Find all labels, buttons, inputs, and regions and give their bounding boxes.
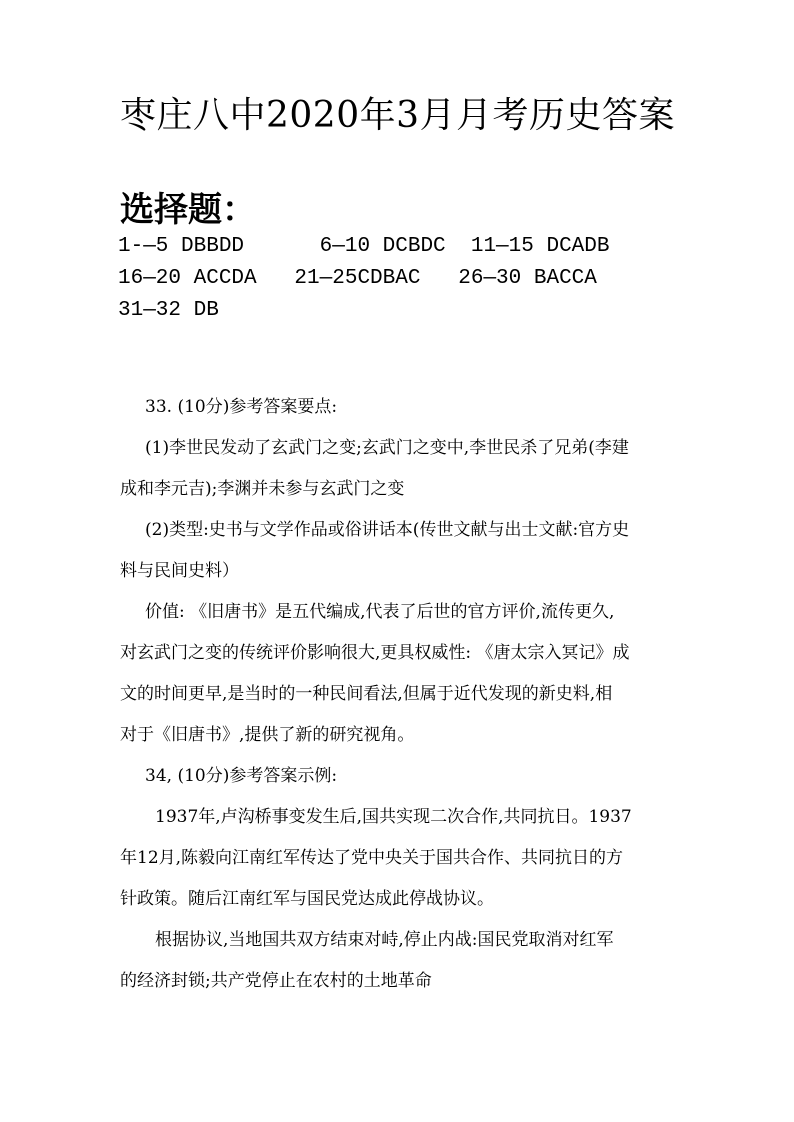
q33-value-line: 对于《旧唐书》,提供了新的研究视角。 <box>120 725 415 745</box>
q33-value-line: 文的时间更早,是当时的一种民间看法,但属于近代发现的新史料,相 <box>120 684 613 704</box>
q33-part1-line: (1)李世民发动了玄武门之变;玄武门之变中,李世民杀了兄弟(李建 <box>145 438 629 458</box>
q34-para2-line: 根据协议,当地国共双方结束对峙,停止内战:国民党取消对红军 <box>155 930 614 950</box>
mc-answer-line: 16—20 ACCDA 21—25CDBAC 26—30 BACCA <box>118 267 597 290</box>
q34-para2-line: 的经济封锁;共产党停止在农村的土地革命 <box>120 971 432 991</box>
q34-para1-line: 1937年,卢沟桥事变发生后,国共实现二次合作,共同抗日。1937 <box>155 807 632 827</box>
q33-part2-line: 料与民间史料） <box>120 561 239 581</box>
q33-value-line: 价值: 《旧唐书》是五代编成,代表了后世的官方评价,流传更久, <box>145 602 615 622</box>
q34-para1-line: 年12月,陈毅向江南红军传达了党中央关于国共合作、共同抗日的方 <box>120 848 624 868</box>
q33-part2-line: (2)类型:史书与文学作品或俗讲话本(传世文献与出士文献:官方史 <box>145 520 630 540</box>
q34-para1-line: 针政策。随后江南红军与国民党达成此停战协议。 <box>120 889 494 909</box>
q34-header: 34, (10分)参考答案示例: <box>145 766 338 786</box>
q33-part1-line: 成和李元吉);李渊并未参与玄武门之变 <box>120 479 405 499</box>
mc-answer-line: 31—32 DB <box>118 299 219 322</box>
q33-header: 33. (10分)参考答案要点: <box>145 397 338 417</box>
q33-value-line: 对玄武门之变的传统评价影响很大,更具权威性: 《唐太宗入冥记》成 <box>120 643 630 663</box>
page-title: 枣庄八中2020年3月月考历史答案 <box>120 95 676 136</box>
mc-answer-line: 1-—5 DBBDD 6—10 DCBDC 11—15 DCADB <box>118 235 610 258</box>
section-heading-multiple-choice: 选择题： <box>120 190 256 230</box>
